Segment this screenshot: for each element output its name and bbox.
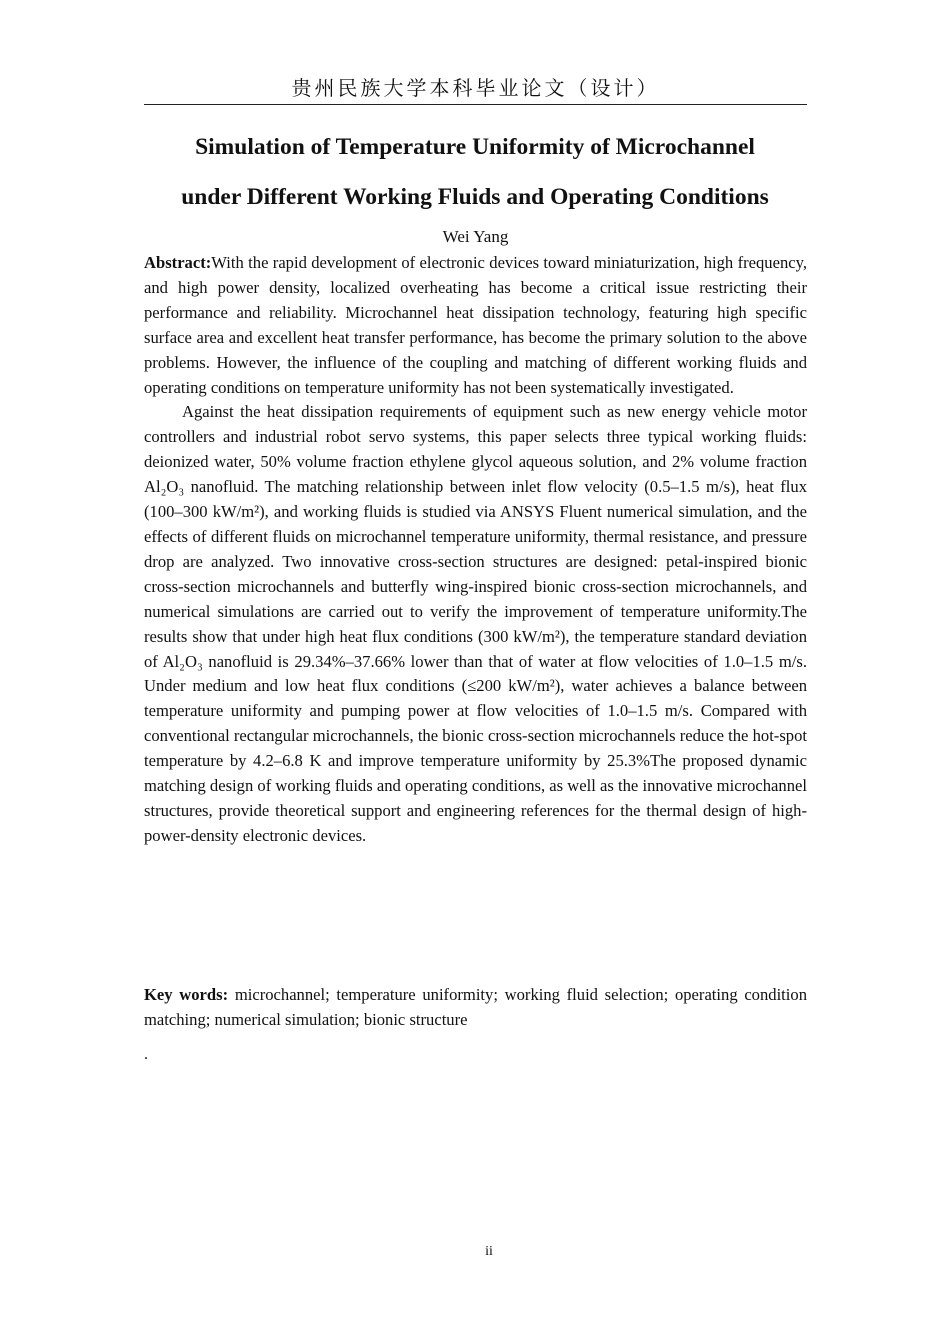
header-rule [144, 104, 807, 105]
abstract-section [144, 251, 807, 849]
abstract-paragraph-1 [144, 251, 807, 400]
keywords-text: microchannel; temperature uniformity; working fluid selection; operating condition matching; numerical simulation; bionic structure [144, 985, 807, 1029]
abstract-paragraph-2: Against the heat dissipation requirements of equipment such as new energy vehicle motor controllers and industrial robot servo systems, this paper selects three typical working fluids: deionized water, 50% volume fraction ethylene glycol aqueous solution, and 2% volume fraction Al₂O₃ nanofluid. The matching relationship between inlet flow velocity (0.5–1.5 m/s), heat flux (100–300 kW/m²), and working fluids is studied via ANSYS Fluent numerical simulation, and the effects of different fluids on microchannel temperature uniformity, thermal resistance, and pressure drop are analyzed. Two innovative cross-section structures are designed: petal-inspired bionic cross-section microchannels and butterfly wing-inspired bionic cross-section microchannels, and numerical simulations are carried out to verify the improvement of temperature uniformity.The results show that under high heat flux conditions (300 kW/m²), the temperature standard deviation of Al₂O₃ nanofluid is 29.34%–37.66% lower than that of water at flow velocities of 1.0–1.5 m/s. Under medium and low heat flux conditions (≤200 kW/m²), water achieves a balance between temperature uniformity and pumping power at flow velocities of 1.0–1.5 m/s. Compared with conventional rectangular microchannels, the bionic cross-section microchannels reduce the hot-spot temperature by 4.2–6.8 K and improve temperature uniformity by 25.3%The proposed dynamic matching design of working fluids and operating conditions, as well as the innovative microchannel structures, provide theoretical support and engineering references for the thermal design of high-power-density electronic devices. [144, 402, 807, 845]
trailing-period: . [144, 1046, 148, 1063]
page-number: ii [485, 1244, 493, 1259]
abstract-paragraph-1-text: With the rapid development of electronic devices toward miniaturization, high frequency, and high power density, localized overheating has become a critical issue restricting their performance and reliability. Microchannel heat dissipation technology, featuring high specific surface area and excellent heat transfer performance, has become the primary solution to the above problems. However, the influence of the coupling and matching of different working fluids and operating conditions on temperature uniformity has not been systematically investigated. [144, 253, 807, 397]
keywords-label: Key words: [144, 985, 229, 1004]
abstract-label: Abstract: [144, 253, 212, 272]
title-line-1: Simulation of Temperature Uniformity of Microchannel [195, 134, 755, 160]
page-header: 贵州民族大学本科毕业论文（设计） [291, 76, 660, 100]
keywords-section [144, 983, 807, 1033]
author-name: Wei Yang [442, 227, 509, 246]
title-line-2: under Different Working Fluids and Operating Conditions [181, 184, 769, 210]
paper-title [120, 122, 830, 222]
